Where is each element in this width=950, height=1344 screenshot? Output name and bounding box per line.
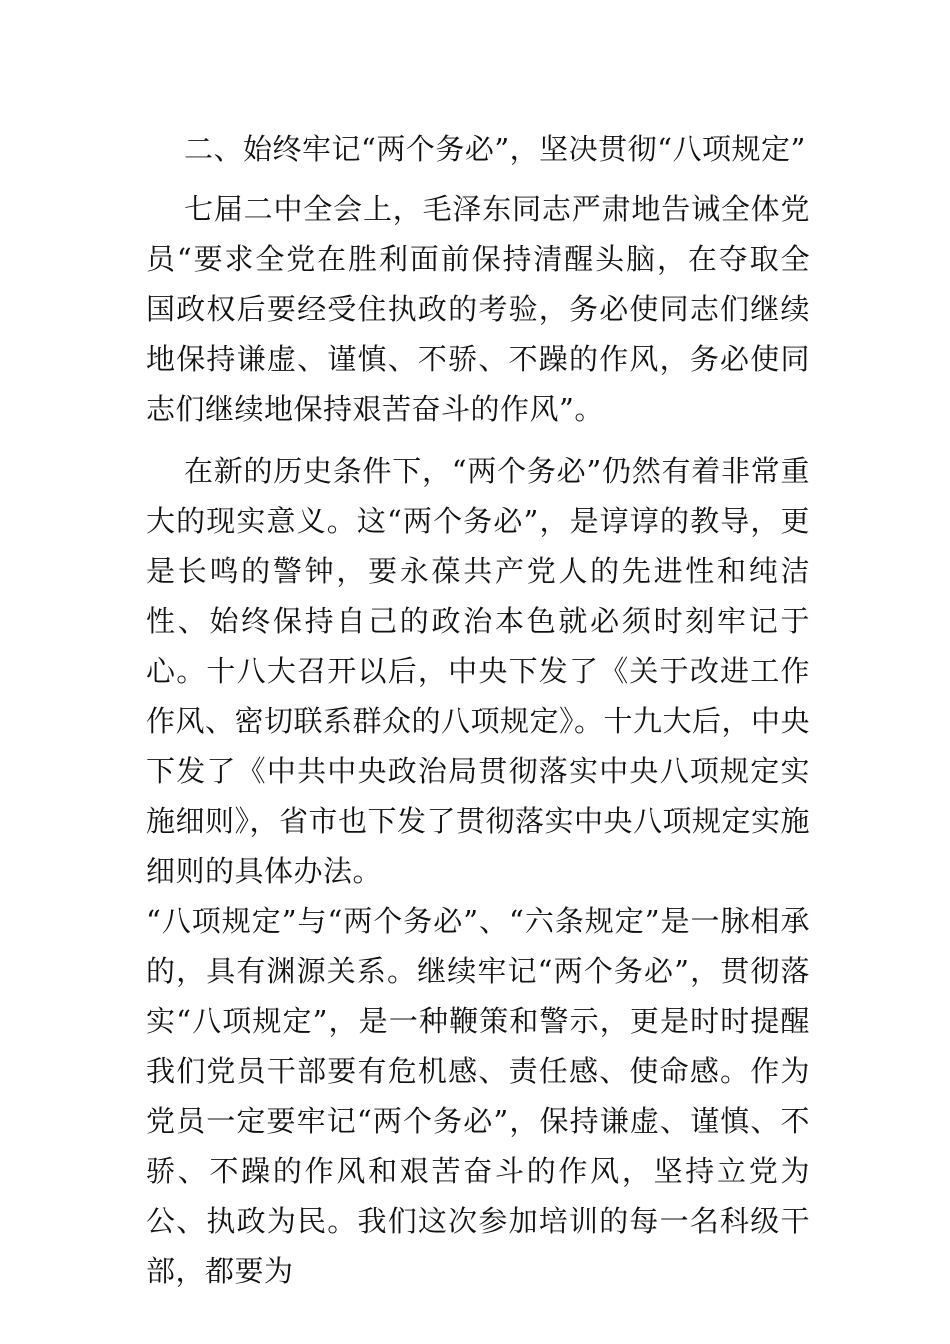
section-heading: 二、始终牢记“两个务必”，坚决贯彻“八项规定” bbox=[184, 132, 806, 166]
paragraph: 七届二中全会上，毛泽东同志严肃地告诫全体党员“要求全党在胜利面前保持清醒头脑，在夺取全国政权后要经受住执政的考验，务必使同志们继续地保持谦虚、谨慎、不骄、不躁的作风，务必使同志们继续地保持艰苦奋斗的作风”。 bbox=[146, 192, 810, 426]
paragraph: 在新的历史条件下，“两个务必”仍然有着非常重大的现实意义。这“两个务必”，是谆谆的教导，更是长鸣的警钟，要永葆共产党人的先进性和纯洁性、始终保持自己的政治本色就必须时刻牢记于心。十八大召开以后，中央下发了《关于改进工作作风、密切联系群众的八项规定》。十九大后，中央下发了《中共中央政治局贯彻落实中央八项规定实施细则》，省市也下发了贯彻落实中央八项规定实施细则的具体办法。 bbox=[146, 454, 811, 888]
paragraph: “八项规定”与“两个务必”、“六条规定”是一脉相承的，具有渊源关系。继续牢记“两个务必”，贯彻落实“八项规定”，是一种鞭策和警示，更是时时提醒我们党员干部要有危机感、责任感、使命感。作为党员一定要牢记“两个务必”，保持谦虚、谨慎、不骄、不躁的作风和艰苦奋斗的作风，坚持立党为公、执政为民。我们这次参加培训的每一名科级干部，都要为 bbox=[146, 904, 810, 1288]
document-body bbox=[146, 124, 810, 1296]
